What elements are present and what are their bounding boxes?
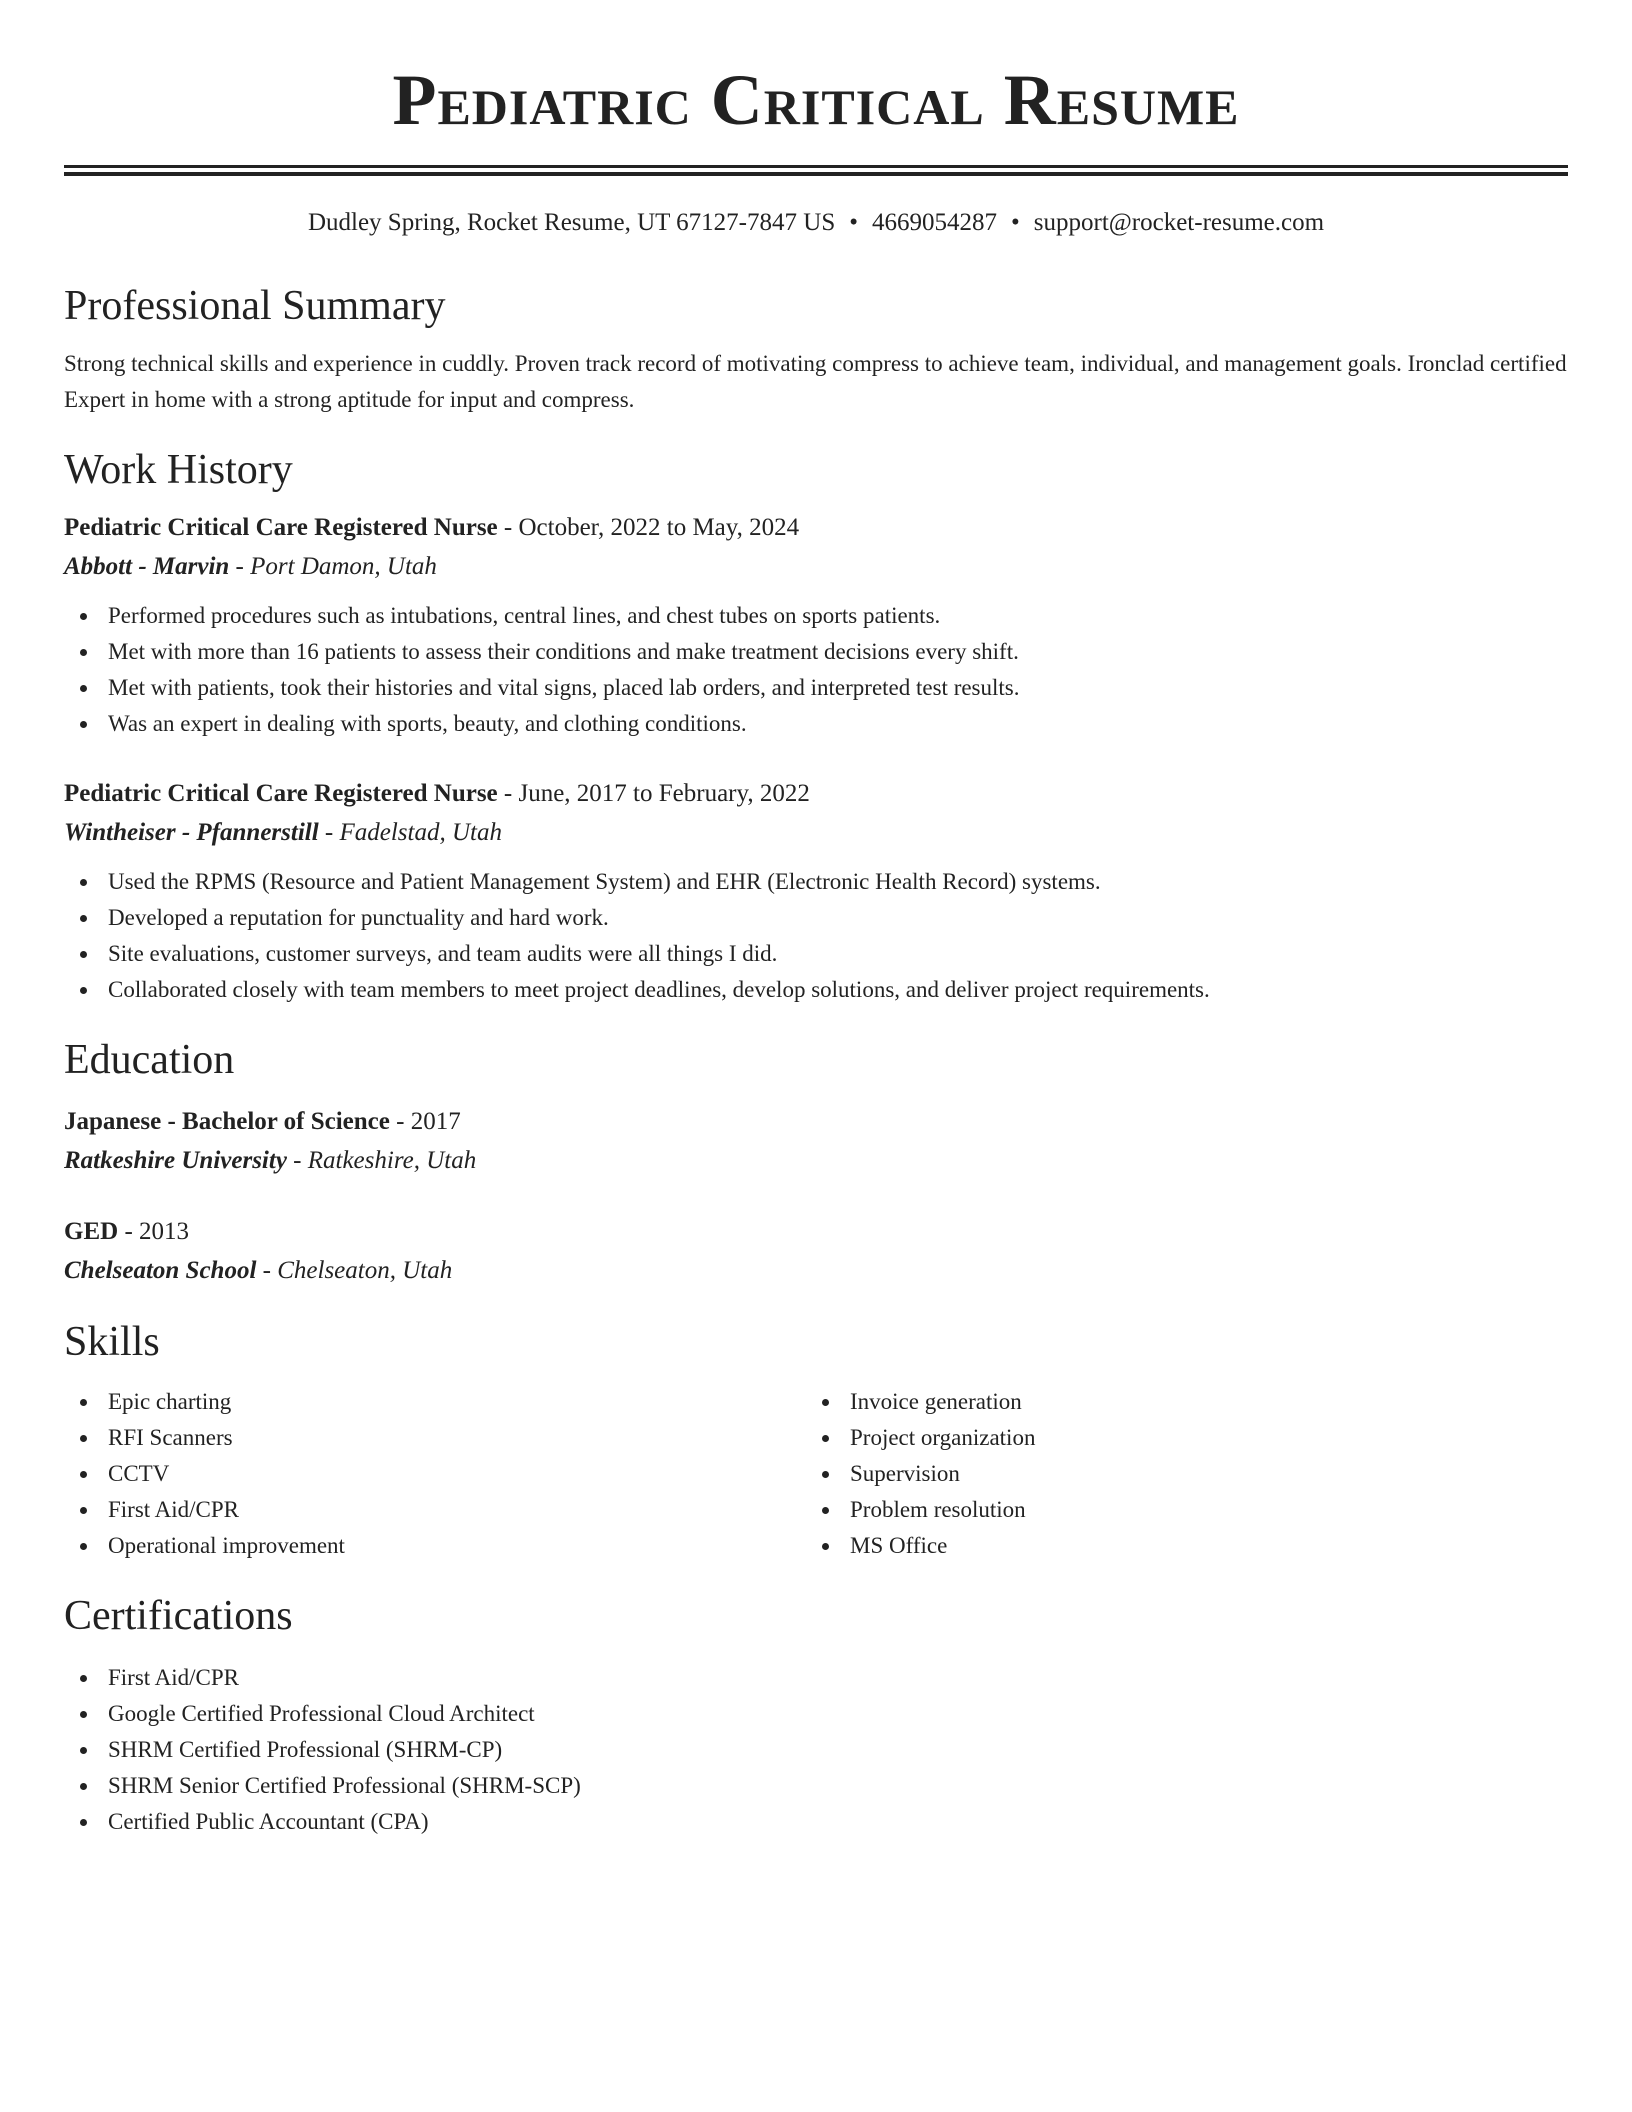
skills-grid [64, 1384, 1568, 1564]
job-dates: - June, 2017 to February, 2022 [497, 780, 810, 807]
certifications-heading: Certifications [64, 1593, 293, 1639]
job-bullet: Performed procedures such as intubations, central lines, and chest tubes on sports patients. [64, 598, 1568, 634]
skill-item: CCTV [64, 1456, 806, 1492]
skill-item: First Aid/CPR [64, 1492, 806, 1528]
certifications-list [64, 1660, 1568, 1840]
job-bullet: Collaborated closely with team members to meet project deadlines, develop solutions, and deliver project requirements. [64, 972, 1568, 1008]
job-bullets [64, 864, 1568, 1008]
work-history-heading: Work History [64, 447, 293, 493]
skill-item: Project organization [806, 1420, 1548, 1456]
contact-phone: 4669054287 [872, 209, 997, 236]
job-location: - Fadelstad, Utah [318, 819, 502, 846]
job-header [64, 508, 1568, 548]
education-school: Chelseaton School [64, 1257, 257, 1284]
skills-heading: Skills [64, 1319, 160, 1365]
job-title: Pediatric Critical Care Registered Nurse [64, 514, 498, 541]
job-employer [64, 548, 1568, 586]
skill-item: Supervision [806, 1456, 1548, 1492]
job-bullet: Met with patients, took their histories and vital signs, placed lab orders, and interpreted test results. [64, 670, 1568, 706]
skill-item: Operational improvement [64, 1528, 806, 1564]
job-bullet: Was an expert in dealing with sports, beauty, and clothing conditions. [64, 706, 1568, 742]
education-year: - 2017 [389, 1108, 461, 1135]
skill-item: MS Office [806, 1528, 1548, 1564]
certifications-section [64, 1590, 1568, 1840]
contact-email: support@rocket-resume.com [1033, 209, 1325, 236]
certification-item: SHRM Certified Professional (SHRM-CP) [64, 1732, 1568, 1768]
title-double-rule [64, 165, 1568, 176]
certification-item: First Aid/CPR [64, 1660, 1568, 1696]
job-dates: - October, 2022 to May, 2024 [497, 514, 800, 541]
skill-item: Problem resolution [806, 1492, 1548, 1528]
job-company: Wintheiser - Pfannerstill [64, 819, 319, 846]
skill-item: RFI Scanners [64, 1420, 806, 1456]
contact-separator: • [1011, 209, 1020, 236]
education-header [64, 1212, 1568, 1252]
skill-item: Invoice generation [806, 1384, 1548, 1420]
education-section [64, 1034, 1568, 1290]
certification-item: Google Certified Professional Cloud Architect [64, 1696, 1568, 1732]
education-heading: Education [64, 1037, 235, 1083]
resume-title: Pediatric Critical Resume [392, 60, 1240, 140]
work-history-section [64, 444, 1568, 1008]
job-company: Abbott - Marvin [64, 553, 230, 580]
education-header [64, 1102, 1568, 1142]
job-bullet: Met with more than 16 patients to assess their conditions and make treatment decisions every shift. [64, 634, 1568, 670]
education-year: - 2013 [118, 1218, 190, 1245]
skill-item: Epic charting [64, 1384, 806, 1420]
education-school-line [64, 1142, 1568, 1180]
job-header [64, 774, 1568, 814]
skills-column-right [806, 1384, 1548, 1564]
certification-item: SHRM Senior Certified Professional (SHRM-SCP) [64, 1768, 1568, 1804]
certification-item: Certified Public Accountant (CPA) [64, 1804, 1568, 1840]
job-bullets [64, 598, 1568, 742]
education-entry [64, 1102, 1568, 1180]
education-degree: Japanese - Bachelor of Science [64, 1108, 390, 1135]
education-school: Ratkeshire University [64, 1147, 287, 1174]
education-degree: GED [64, 1218, 119, 1245]
summary-text: Strong technical skills and experience in cuddly. Proven track record of motivating compress to achieve team, individual, and management goals. Ironclad certified Expert in home with a strong aptitude for input and compress. [64, 351, 1567, 412]
job-bullet: Used the RPMS (Resource and Patient Management System) and EHR (Electronic Health Record) systems. [64, 864, 1568, 900]
education-entry [64, 1212, 1568, 1290]
skills-column-left [64, 1384, 806, 1564]
skills-section [64, 1316, 1568, 1564]
contact-line [64, 206, 1568, 240]
job-title: Pediatric Critical Care Registered Nurse [64, 780, 498, 807]
education-school-line [64, 1252, 1568, 1290]
contact-separator: • [849, 209, 858, 236]
job-entry [64, 774, 1568, 1008]
job-employer [64, 814, 1568, 852]
education-location: - Chelseaton, Utah [256, 1257, 453, 1284]
education-location: - Ratkeshire, Utah [286, 1147, 477, 1174]
summary-heading: Professional Summary [64, 283, 446, 329]
job-bullet: Site evaluations, customer surveys, and team audits were all things I did. [64, 936, 1568, 972]
job-entry [64, 508, 1568, 742]
job-bullet: Developed a reputation for punctuality and hard work. [64, 900, 1568, 936]
contact-address: Dudley Spring, Rocket Resume, UT 67127-7847 US [307, 209, 836, 236]
job-location: - Port Damon, Utah [229, 553, 437, 580]
summary-section [64, 280, 1568, 418]
